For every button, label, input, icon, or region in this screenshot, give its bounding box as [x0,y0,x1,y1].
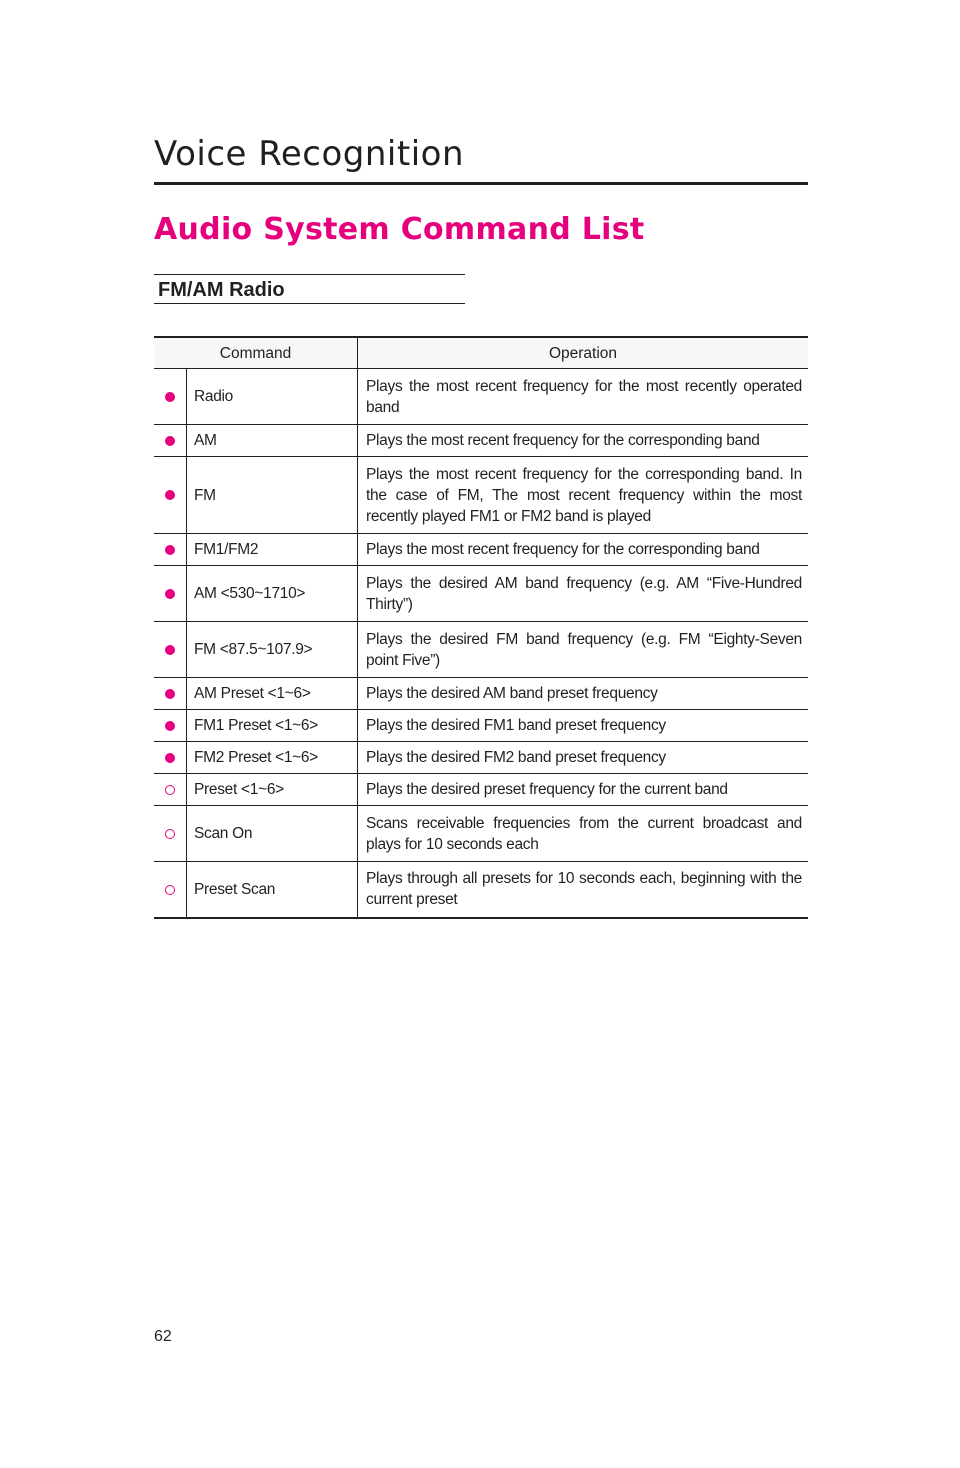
filled-circle-icon [165,721,175,731]
row-marker-cell [154,457,187,534]
row-marker-cell [154,622,187,678]
operation-cell: Scans receivable frequencies from the current broadcast and plays for 10 seconds each [358,806,809,862]
row-marker-cell [154,566,187,622]
operation-cell: Plays the most recent frequency for the most recently operated band [358,369,809,425]
filled-circle-icon [165,753,175,763]
row-marker-cell [154,742,187,774]
command-cell: FM [187,457,358,534]
filled-circle-icon [165,490,175,500]
subsection-header [154,274,465,304]
command-cell: AM <530~1710> [187,566,358,622]
command-cell: AM Preset <1~6> [187,678,358,710]
operation-cell: Plays the most recent frequency for the corresponding band. In the case of FM, The most recent frequency within the most recently played FM1 or FM2 band is played [358,457,809,534]
operation-cell: Plays the desired FM band frequency (e.g. FM “Eighty-Seven point Five”) [358,622,809,678]
subsection-title: FM/AM Radio [158,279,285,301]
operation-cell: Plays the most recent frequency for the corresponding band [358,534,809,566]
filled-circle-icon [165,392,175,402]
table-body [154,369,808,918]
column-header-command: Command [154,337,358,369]
command-cell: Radio [187,369,358,425]
row-marker-cell [154,534,187,566]
command-table [154,336,808,919]
hollow-circle-icon [165,829,175,839]
table-row [154,534,808,566]
command-cell: FM1/FM2 [187,534,358,566]
table-row [154,566,808,622]
table-row [154,710,808,742]
filled-circle-icon [165,645,175,655]
operation-cell: Plays the desired preset frequency for the current band [358,774,809,806]
row-marker-cell [154,862,187,918]
row-marker-cell [154,369,187,425]
operation-cell: Plays the desired AM band frequency (e.g. AM “Five-Hundred Thirty”) [358,566,809,622]
row-marker-cell [154,710,187,742]
command-cell: FM1 Preset <1~6> [187,710,358,742]
operation-cell: Plays the desired AM band preset frequency [358,678,809,710]
hollow-circle-icon [165,785,175,795]
table-row [154,369,808,425]
command-cell: Preset Scan [187,862,358,918]
table-row [154,862,808,918]
row-marker-cell [154,806,187,862]
column-header-operation: Operation [358,337,809,369]
table-row [154,806,808,862]
command-cell: FM2 Preset <1~6> [187,742,358,774]
page-number: 62 [154,1328,172,1345]
command-cell: FM <87.5~107.9> [187,622,358,678]
table-header-row [154,337,808,369]
chapter-title: Voice Recognition [154,134,465,174]
row-marker-cell [154,425,187,457]
filled-circle-icon [165,689,175,699]
table-row [154,774,808,806]
table-row [154,742,808,774]
section-title: Audio System Command List [154,212,645,247]
filled-circle-icon [165,545,175,555]
row-marker-cell [154,774,187,806]
table-row [154,457,808,534]
command-cell: Scan On [187,806,358,862]
row-marker-cell [154,678,187,710]
command-cell: Preset <1~6> [187,774,358,806]
table-row [154,678,808,710]
chapter-divider [154,182,808,185]
table-row [154,425,808,457]
operation-cell: Plays the most recent frequency for the corresponding band [358,425,809,457]
operation-cell: Plays through all presets for 10 seconds each, beginning with the current preset [358,862,809,918]
command-cell: AM [187,425,358,457]
hollow-circle-icon [165,885,175,895]
filled-circle-icon [165,436,175,446]
table-row [154,622,808,678]
operation-cell: Plays the desired FM1 band preset frequency [358,710,809,742]
operation-cell: Plays the desired FM2 band preset frequency [358,742,809,774]
filled-circle-icon [165,589,175,599]
